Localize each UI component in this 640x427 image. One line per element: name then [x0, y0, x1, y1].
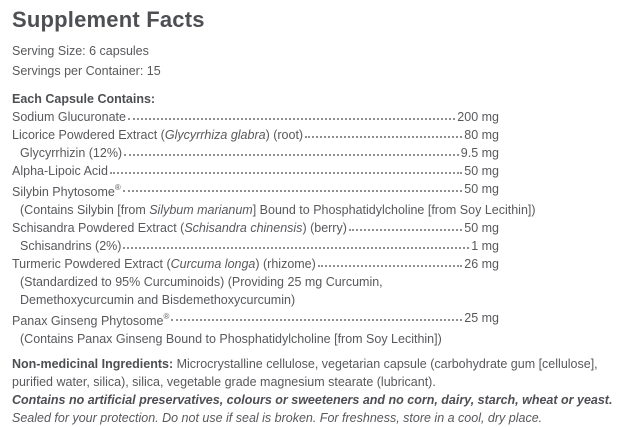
ingredient-amount: 50 mg [464, 182, 499, 196]
ingredient-name [12, 180, 121, 201]
ingredient-amount: 50 mg [464, 164, 499, 178]
dot-leader [318, 255, 462, 267]
botanical-name: Glycyrrhiza glabra [164, 128, 266, 142]
dot-leader [171, 309, 462, 321]
name-text: Schisandrins (2%) [20, 239, 122, 254]
ingredient-name [12, 219, 347, 237]
dot-leader [110, 162, 462, 174]
dot-leader [123, 237, 469, 249]
name-text: Panax Ginseng Phytosome [12, 314, 164, 329]
serving-size: Serving Size: 6 capsules [12, 44, 149, 58]
ingredient-name [20, 273, 383, 291]
registered-trademark-symbol: ® [114, 183, 121, 192]
ingredient-note [12, 291, 640, 309]
ingredient-row [12, 126, 499, 144]
dot-leader [123, 180, 463, 192]
botanical-name: Schisandra chinensis [184, 221, 303, 236]
ingredient-row [12, 162, 499, 180]
contains-statement: Contains no artificial preservatives, colours or sweeteners and no corn, dairy, starch, wheat or yeast. [12, 393, 613, 408]
ingredient-row [12, 144, 499, 162]
ingredient-name [20, 291, 295, 309]
seal-statement: Sealed for your protection. Do not use if seal is broken. For freshness, store in a cool, dry place. [12, 410, 543, 425]
serving-info [12, 42, 640, 81]
ingredient-name [12, 255, 316, 273]
ingredient-name [20, 201, 536, 219]
name-text: ) (rhizome) [255, 257, 316, 272]
servings-per-container: Servings per Container: 15 [12, 63, 161, 78]
ingredient-row [12, 108, 499, 126]
ingredient-note [12, 201, 640, 219]
ingredient-name [12, 126, 303, 144]
ingredient-row [12, 255, 499, 273]
ingredient-amount: 26 mg [464, 257, 499, 272]
name-text: (Contains Silybin [from [20, 203, 150, 218]
botanical-name: Silybum marianum [149, 203, 253, 218]
ingredient-row [12, 237, 499, 255]
ingredient-row [12, 309, 499, 330]
ingredient-list [12, 108, 640, 348]
dot-leader [128, 108, 455, 120]
footer [12, 356, 628, 427]
name-text: Alpha-Lipoic Acid [12, 164, 108, 178]
ingredient-name [20, 237, 121, 255]
ingredient-row [12, 219, 499, 237]
ingredient-amount: 25 mg [464, 311, 499, 326]
ingredient-row [12, 180, 499, 201]
ingredient-note [12, 273, 640, 291]
dot-leader [305, 126, 462, 138]
page-title: Supplement Facts [12, 7, 205, 32]
name-text: Demethoxycurcumin and Bisdemethoxycurcumin) [20, 293, 296, 308]
ingredient-name [12, 309, 169, 330]
name-text: ] Bound to Phosphatidylcholine [from Soy Lecithin]) [252, 203, 536, 218]
name-text: ) (root) [265, 128, 304, 142]
registered-trademark-symbol: ® [163, 312, 170, 322]
name-text: Silybin Phytosome [12, 185, 115, 200]
ingredient-amount: 9.5 mg [460, 146, 499, 160]
disclaimer [12, 392, 628, 427]
ingredient-name [20, 144, 122, 162]
non-medicinal-label: Non-medicinal Ingredients: [12, 357, 174, 372]
dot-leader [349, 219, 462, 231]
ingredient-amount: 50 mg [464, 221, 499, 236]
ingredient-note [12, 330, 640, 348]
name-text: Schisandra Powdered Extract ( [12, 221, 185, 236]
name-text: Sodium Glucuronate [12, 110, 126, 124]
name-text: ) (berry) [302, 221, 347, 236]
ingredient-name [12, 162, 108, 180]
name-text: (Standardized to 95% Curcuminoids) (Providing 25 mg Curcumin, [20, 275, 383, 290]
name-text: Glycyrrhizin (12%) [20, 146, 123, 160]
ingredient-amount: 200 mg [457, 110, 499, 124]
ingredient-name [12, 108, 126, 126]
non-medicinal-ingredients [12, 356, 628, 391]
name-text: (Contains Panax Ginseng Bound to Phosphatidylcholine [from Soy Lecithin]) [20, 332, 442, 347]
section-header: Each Capsule Contains: [12, 92, 156, 106]
non-medicinal-text: Microcrystalline cellulose, vegetarian capsule (carbohydrate gum [cellulose], purified water, silica), silica, vegetable grade magnesium stearate (lubricant). [12, 357, 598, 389]
dot-leader [124, 144, 459, 156]
botanical-name: Curcuma longa [170, 257, 256, 272]
ingredient-name [20, 330, 442, 348]
name-text: Turmeric Powdered Extract ( [12, 257, 171, 272]
ingredient-amount: 80 mg [464, 128, 499, 142]
name-text: Licorice Powdered Extract ( [12, 128, 165, 142]
ingredient-amount: 1 mg [471, 239, 499, 254]
